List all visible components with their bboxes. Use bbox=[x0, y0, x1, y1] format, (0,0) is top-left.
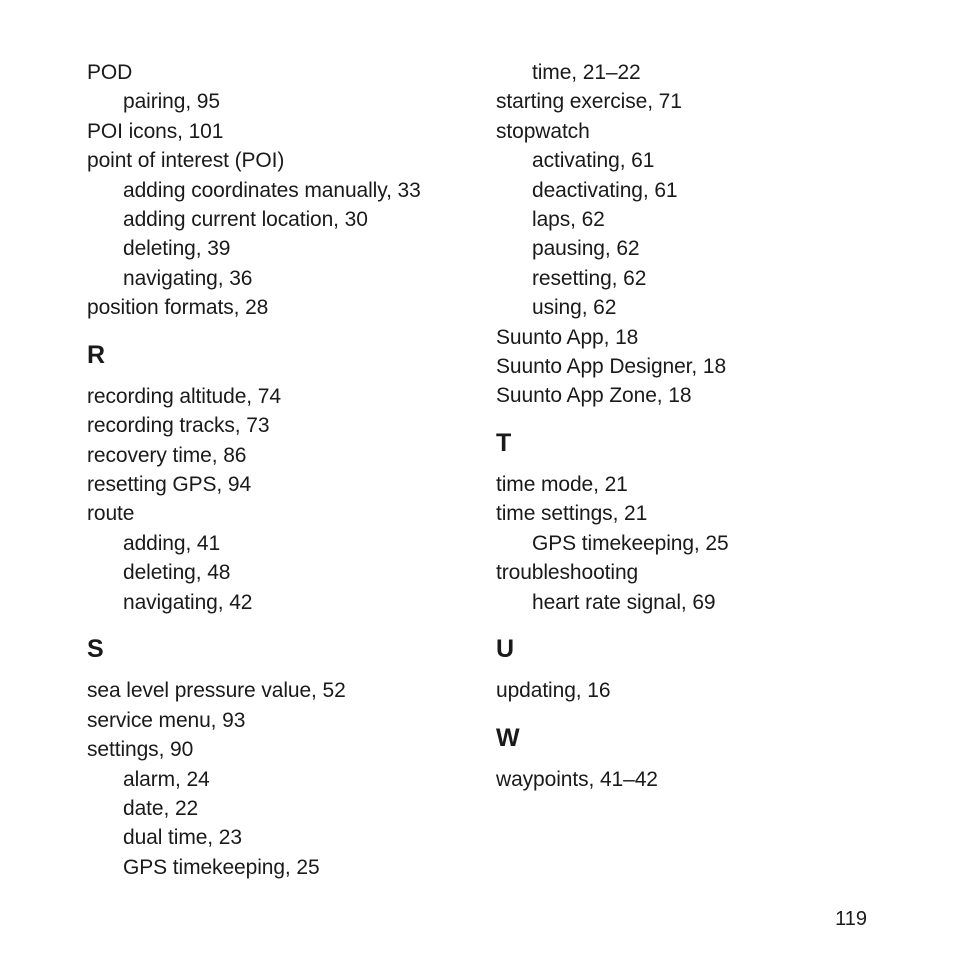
index-subentry: adding current location, 30 bbox=[123, 207, 368, 231]
section-letter-w: W bbox=[496, 723, 520, 752]
index-subentry: resetting, 62 bbox=[532, 266, 647, 290]
index-entry: Suunto App, 18 bbox=[496, 325, 639, 349]
index-entry: stopwatch bbox=[496, 119, 590, 143]
index-subentry: navigating, 42 bbox=[123, 590, 253, 614]
index-subentry: using, 62 bbox=[532, 296, 617, 320]
section-letter-r: R bbox=[87, 340, 106, 369]
index-subentry: laps, 62 bbox=[532, 207, 605, 231]
index-entry: service menu, 93 bbox=[87, 708, 246, 732]
index-subentry: adding coordinates manually, 33 bbox=[123, 178, 421, 202]
index-subentry: adding, 41 bbox=[123, 531, 221, 555]
section-letter-u: U bbox=[496, 635, 515, 664]
index-entry: resetting GPS, 94 bbox=[87, 473, 252, 497]
index-entry: sea level pressure value, 52 bbox=[87, 679, 346, 703]
index-subentry: heart rate signal, 69 bbox=[532, 590, 716, 614]
index-subentry: activating, 61 bbox=[532, 149, 655, 173]
index-entry: POD bbox=[87, 61, 133, 84]
index-column-left bbox=[87, 58, 487, 882]
index-entry: updating, 16 bbox=[496, 679, 611, 703]
index-subentry: pairing, 95 bbox=[123, 90, 220, 114]
index-entry: recording altitude, 74 bbox=[87, 384, 281, 408]
index-entry: settings, 90 bbox=[87, 738, 194, 762]
index-subentry: time, 21–22 bbox=[532, 61, 641, 84]
index-subentry: deleting, 39 bbox=[123, 237, 231, 261]
index-column-right bbox=[496, 58, 896, 795]
index-entry: position formats, 28 bbox=[87, 296, 269, 320]
index-entry: route bbox=[87, 502, 135, 526]
index-entry: Suunto App Zone, 18 bbox=[496, 384, 692, 408]
index-entry: time settings, 21 bbox=[496, 502, 648, 526]
section-letter-t: T bbox=[496, 428, 512, 457]
index-subentry: pausing, 62 bbox=[532, 237, 640, 261]
index-entry: time mode, 21 bbox=[496, 473, 628, 497]
index-subentry: deactivating, 61 bbox=[532, 178, 678, 202]
index-entry: point of interest (POI) bbox=[87, 149, 285, 173]
index-subentry: date, 22 bbox=[123, 796, 199, 820]
index-subentry: alarm, 24 bbox=[123, 767, 210, 791]
index-subentry: dual time, 23 bbox=[123, 826, 242, 850]
index-entry: recording tracks, 73 bbox=[87, 414, 270, 438]
index-subentry: deleting, 48 bbox=[123, 561, 231, 585]
index-subentry: GPS timekeeping, 25 bbox=[123, 855, 320, 879]
index-entry: troubleshooting bbox=[496, 561, 639, 585]
index-subentry: GPS timekeeping, 25 bbox=[532, 531, 729, 555]
index-entry: POI icons, 101 bbox=[87, 119, 224, 143]
index-entry: recovery time, 86 bbox=[87, 443, 247, 467]
index-subentry: navigating, 36 bbox=[123, 266, 253, 290]
index-entry: waypoints, 41–42 bbox=[496, 768, 658, 792]
page-number: 119 bbox=[835, 908, 867, 930]
section-letter-s: S bbox=[87, 635, 104, 664]
index-entry: starting exercise, 71 bbox=[496, 90, 682, 114]
index-entry: Suunto App Designer, 18 bbox=[496, 354, 727, 378]
